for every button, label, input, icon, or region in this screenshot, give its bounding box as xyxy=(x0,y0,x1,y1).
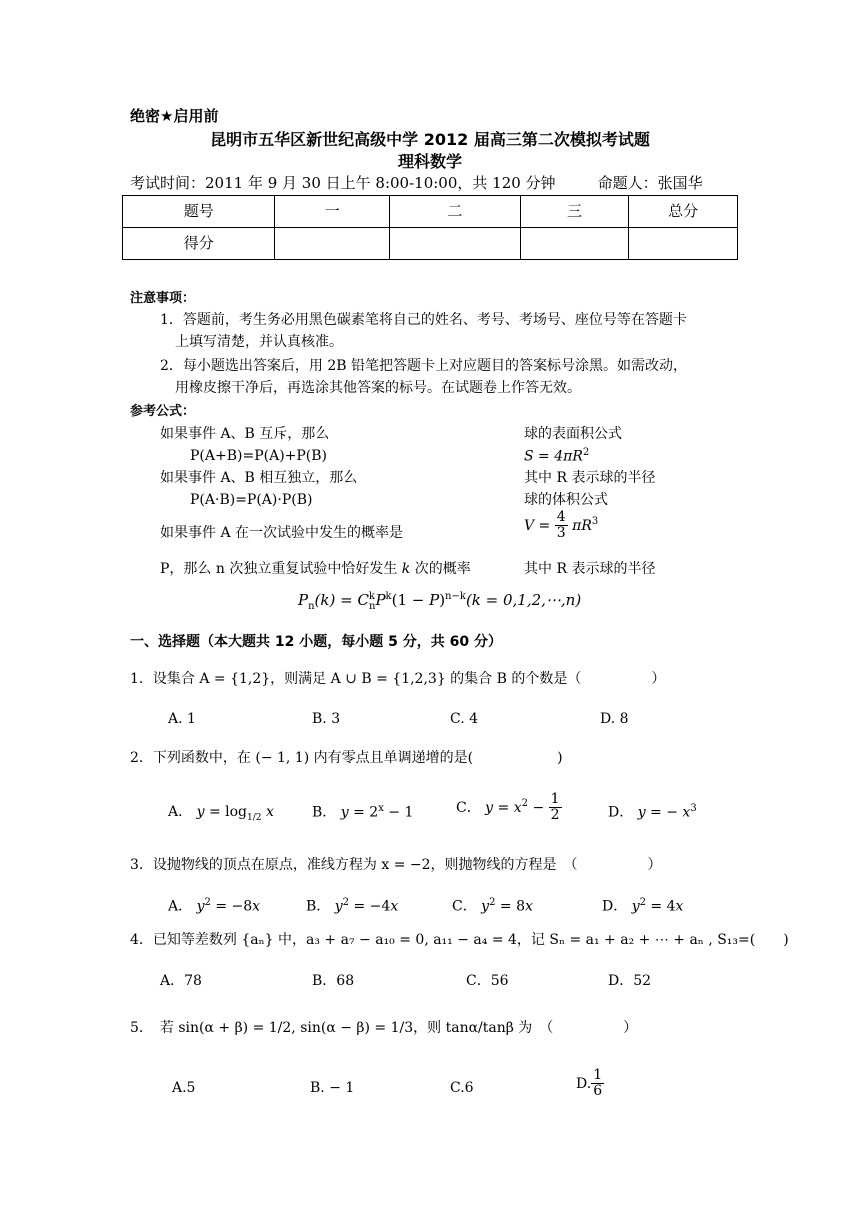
question-2-stem: 2．下列函数中，在 (− 1, 1) 内有零点且单调递增的是( ) xyxy=(130,750,563,766)
score-cell[interactable] xyxy=(390,228,521,260)
formula-right: 其中 R 表示球的半径 xyxy=(524,561,656,577)
formula-right: 球的体积公式 xyxy=(524,492,608,508)
notes-title: 注意事项： xyxy=(130,291,196,306)
question-5-option-b[interactable]: B. − 1 xyxy=(310,1080,355,1096)
score-header-cell: 一 xyxy=(275,196,390,228)
score-header-cell: 题号 xyxy=(123,196,275,228)
note-item: 1．答题前，考生务必用黑色碳素笔将自己的姓名、考号、考场号、座位号等在答题卡 xyxy=(160,312,687,328)
question-5-stem: 5． 若 sin(α + β) = 1/2, sin(α − β) = 1/3，则 tanα/tanβ 为 （ ） xyxy=(130,1020,638,1036)
question-2-option-d[interactable]: D． y = − $x^3$ xyxy=(608,803,697,821)
question-5-option-d[interactable]: D. $\frac{1}{6}$ xyxy=(576,1067,603,1100)
exam-author: 命题人：张国华 xyxy=(597,174,703,192)
question-1-option-c[interactable]: C. 4 xyxy=(450,711,479,727)
formula-left: 如果事件 A 在一次试验中发生的概率是 xyxy=(160,525,404,541)
question-1-option-d[interactable]: D. 8 xyxy=(600,711,629,727)
confidential-banner: 绝密★启用前 xyxy=(130,107,219,125)
score-row-label: 得分 xyxy=(123,228,275,260)
formula-left: P(A·B)=P(A)·P(B) xyxy=(190,492,313,508)
question-3-option-c[interactable]: C． $y^2 = 8x$ xyxy=(452,897,533,915)
question-4-option-d[interactable]: D．52 xyxy=(608,973,652,989)
formula-right: 其中 R 表示球的半径 xyxy=(524,470,656,486)
question-3-option-d[interactable]: D． $y^2 = 4x$ xyxy=(602,897,684,915)
binomial-formula: $P_n(k) = C^k_nP^k(1 - P)^{n-k}(k$ = 0,1,2,⋯,n) xyxy=(298,591,582,612)
score-cell[interactable] xyxy=(520,228,629,260)
note-item: 用橡皮擦干净后，再选涂其他答案的标号。在试题卷上作答无效。 xyxy=(175,380,581,396)
exam-time: 考试时间：2011 年 9 月 30 日上午 8:00-10:00，共 120 分钟 xyxy=(130,174,556,192)
exam-title: 昆明市五华区新世纪高级中学 2012 届高三第二次模拟考试题 xyxy=(210,130,650,149)
formula-left: P，那么 n 次独立重复试验中恰好发生 k 次的概率 xyxy=(160,561,471,577)
formula-left: 如果事件 A、B 互斥，那么 xyxy=(160,426,330,442)
question-3-option-b[interactable]: B． $y^2 = -4x$ xyxy=(306,897,399,915)
question-4-option-b[interactable]: B．68 xyxy=(312,973,355,989)
score-table-row xyxy=(123,228,738,260)
question-3-option-a[interactable]: A． $y^2 = -8x$ xyxy=(168,897,261,915)
question-3-stem: 3．设抛物线的顶点在原点，准线方程为 x = −2，则抛物线的方程是 （ ） xyxy=(130,857,662,873)
question-5-option-c[interactable]: C.6 xyxy=(450,1080,474,1096)
formula-right: V = $\frac{4}{3}$ $\pi R^3$ xyxy=(524,509,599,542)
question-1-stem: 1．设集合 A = {1,2}，则满足 A ∪ B = {1,2,3} 的集合 B 的个数是（ ） xyxy=(130,671,666,687)
question-2-option-c[interactable]: C． $y = x^2$ − $\frac{1}{2}$ xyxy=(456,791,560,824)
question-1-option-b[interactable]: B. 3 xyxy=(312,711,341,727)
question-4-option-a[interactable]: A．78 xyxy=(160,973,202,989)
formulas-title: 参考公式： xyxy=(130,404,196,419)
exam-subtitle: 理科数学 xyxy=(397,152,462,171)
exam-info-line xyxy=(130,173,703,195)
question-4-stem: 4．已知等差数列 {aₙ} 中，a₃ + a₇ − a₁₀ = 0, a₁₁ − a₄ = 4，记 Sₙ = a₁ + a₂ + ⋯ + aₙ , S₁₃=( ) xyxy=(130,932,789,948)
score-header-cell: 二 xyxy=(390,196,521,228)
score-cell[interactable] xyxy=(629,228,738,260)
score-header-cell: 三 xyxy=(520,196,629,228)
question-1-option-a[interactable]: A. 1 xyxy=(168,711,196,727)
question-2-option-a[interactable]: A． $y = \log_{1/2} x$ xyxy=(168,804,274,823)
score-header-cell: 总分 xyxy=(629,196,738,228)
note-item: 上填写清楚，并认真核准。 xyxy=(175,334,343,350)
formula-right: 球的表面积公式 xyxy=(524,426,622,442)
score-table xyxy=(122,195,738,260)
score-cell[interactable] xyxy=(275,228,390,260)
formula-left: 如果事件 A、B 相互独立，那么 xyxy=(160,470,358,486)
score-table-header-row xyxy=(123,196,738,228)
section-title: 一、选择题（本大题共 12 小题，每小题 5 分，共 60 分） xyxy=(130,634,502,650)
question-4-option-c[interactable]: C．56 xyxy=(466,973,509,989)
question-5-option-a[interactable]: A.5 xyxy=(172,1080,196,1096)
formula-right: $S = 4\pi R^2$ xyxy=(524,447,590,465)
formula-left: P(A+B)=P(A)+P(B) xyxy=(190,448,328,464)
question-2-option-b[interactable]: B． $y = 2^x - 1$ xyxy=(312,803,414,821)
note-item: 2．每小题选出答案后，用 2B 铅笔把答题卡上对应题目的答案标号涂黑。如需改动， xyxy=(160,358,688,374)
